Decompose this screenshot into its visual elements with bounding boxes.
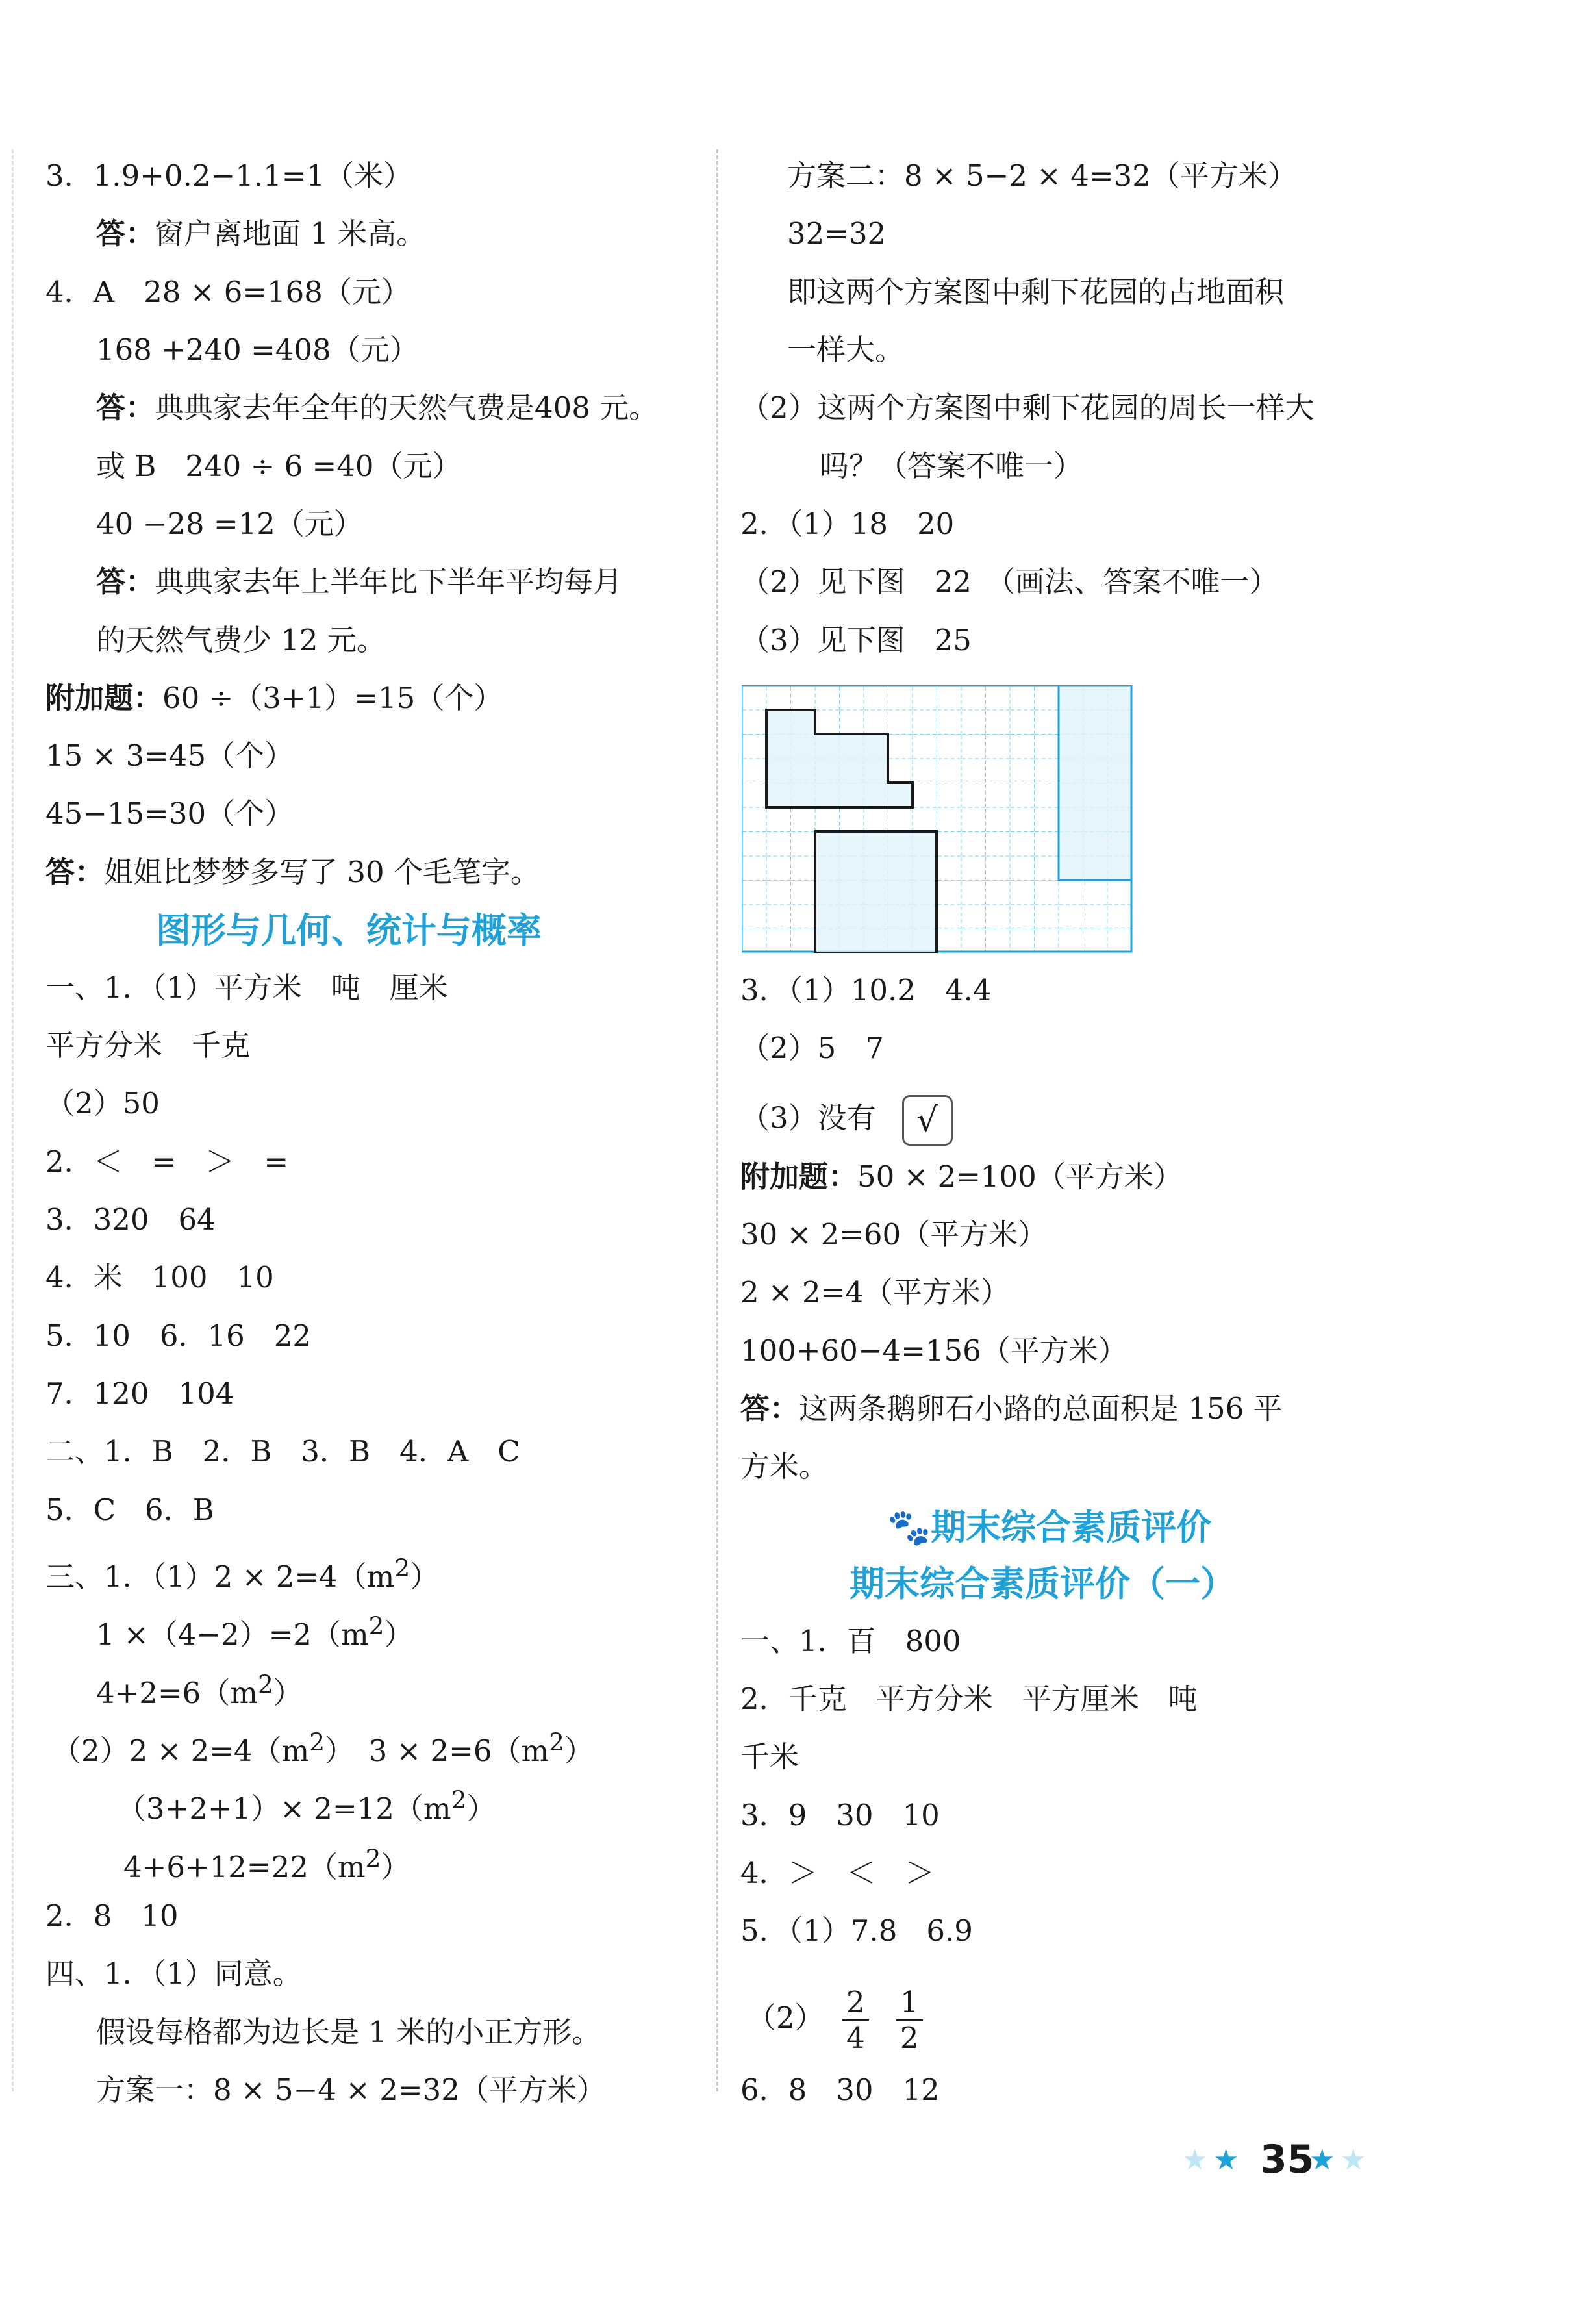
answer-line: 30 × 2=60（平方米） [740, 1217, 1048, 1252]
answer-line: 5．C 6．B [45, 1493, 214, 1527]
answer-line: 40 −28 =12（元） [96, 507, 363, 541]
answer-line: 假设每格都为边长是 1 米的小正方形。 [96, 2015, 601, 2049]
answer-line: $4+2=6(m^2)$ [96, 1670, 303, 1710]
answer-line: 答：窗户离地面 1 米高。 [96, 216, 426, 251]
answer-line: 四、1．（1）同意。 [45, 1956, 302, 1991]
answer-line: 三、1．$(1)2 \times 2=4(m^2)$ [45, 1554, 440, 1594]
answer-line: 45−15=30（个） [45, 796, 294, 831]
grid-figure [742, 685, 1133, 953]
answer-line: 方案二：8 × 5−2 × 4=32（平方米） [787, 158, 1297, 193]
answer-line: （2）这两个方案图中剩下花园的周长一样大 [740, 390, 1315, 425]
answer-line: 或 B 240 ÷ 6 =40（元） [96, 449, 462, 483]
answer-line: 一、1．（1）平方米 吨 厘米 [45, 970, 448, 1005]
answer-line: 5．（1）7.8 6.9 [740, 1914, 973, 1948]
star-icon: ★ [1341, 2143, 1366, 2177]
answer-line: 千米 [740, 1739, 799, 1774]
answer-line: 3．1.9+0.2−1.1=1（米） [45, 158, 413, 193]
answer-line: 即这两个方案图中剩下花园的占地面积 [787, 275, 1285, 309]
answer-line: 100+60−4=156（平方米） [740, 1333, 1127, 1368]
check-box: √ [902, 1095, 953, 1146]
answer-line: 3．9 30 10 [740, 1798, 940, 1832]
square-shape [815, 831, 937, 953]
answer-line: 2．千克 平方分米 平方厘米 吨 [740, 1682, 1198, 1716]
answer-line: 的天然气费少 12 元。 [96, 623, 386, 657]
answer-line: 吗？（答案不唯一） [820, 449, 1083, 483]
star-icon: ★ [1309, 2143, 1335, 2177]
answer-line: $(2)2 \times 2=4(m^2)$ $3 \times 2=6(m^2)$ [52, 1728, 594, 1768]
answer-line: （2）50 [45, 1086, 160, 1120]
answer-line: 5．10 6．16 22 [45, 1319, 312, 1353]
answer-line: 3．320 64 [45, 1202, 216, 1237]
answer-line: 2．8 10 [45, 1899, 179, 1933]
answer-line: 3．（1）10.2 4.4 [740, 973, 992, 1007]
answer-line: 答：典典家去年上半年比下半年平均每月 [96, 564, 623, 599]
answer-line: 2．＜ = ＞ = [45, 1144, 289, 1179]
fraction: $\frac{1}{2}$ [896, 1986, 923, 2055]
answer-line: 32=32 [787, 216, 887, 251]
answer-line: 4．米 100 10 [45, 1260, 274, 1295]
section-heading: 图形与几何、统计与概率 [156, 910, 542, 951]
answer-line: （2） $\frac{2}{4}$ $\frac{1}{2}$ [747, 1986, 932, 2055]
answer-line: （3）见下图 25 [740, 623, 972, 657]
answer-line: （2）5 7 [740, 1031, 884, 1065]
answer-line: 2 × 2=4（平方米） [740, 1275, 1010, 1309]
star-icon: ★ [1182, 2143, 1208, 2177]
column-divider [716, 149, 718, 2091]
answer-line: 平方分米 千克 [45, 1028, 251, 1063]
answer-line: 答：这两条鹅卵石小路的总面积是 156 平 [740, 1391, 1283, 1426]
answer-line: $(3+2+1)\times 2=12(m^2)$ [117, 1786, 496, 1826]
star-icon: ★ [1213, 2143, 1239, 2177]
left-margin-line [12, 149, 14, 2091]
answer-line: 15 × 3=45（个） [45, 739, 294, 773]
answer-line: 答：典典家去年全年的天然气费是408 元。 [96, 390, 659, 425]
answer-line: 7．120 104 [45, 1376, 234, 1411]
answer-line: $4+6+12=22(m^2)$ [123, 1844, 410, 1884]
answer-line: 168 +240 =408（元） [96, 333, 419, 367]
answer-line: 4．＞ ＜ ＞ [740, 1856, 935, 1890]
answer-line: 一、1．百 800 [740, 1624, 961, 1658]
answer-line: 二、1．B 2．B 3．B 4．A C [45, 1434, 520, 1469]
answer-line: 附加题：60 ÷（3+1）=15（个） [45, 681, 503, 715]
section-subheading: 期末综合素质评价（一） [850, 1563, 1235, 1604]
answer-line: 一样大。 [787, 333, 905, 367]
answer-line: 方米。 [740, 1449, 829, 1484]
answer-line: 2．（1）18 20 [740, 507, 955, 541]
answer-line: 4．A 28 × 6=168（元） [45, 275, 410, 309]
answer-line: $1 \times(4-2)=2(m^2)$ [96, 1611, 414, 1652]
paw-icon: 🐾 [887, 1507, 931, 1548]
answer-line: 答：姐姐比梦梦多写了 30 个毛笔字。 [45, 855, 540, 889]
answer-line: （2）见下图 22 （画法、答案不唯一） [740, 564, 1279, 599]
answer-line: 6．8 30 12 [740, 2073, 940, 2107]
shaded-rectangle-right [1059, 685, 1131, 880]
answer-line: 方案一：8 × 5−4 × 2=32（平方米） [96, 2073, 606, 2107]
answer-line: （3）没有 √ [740, 1095, 953, 1146]
section-heading: 🐾期末综合素质评价 [887, 1507, 1212, 1548]
fraction: $\frac{2}{4}$ [842, 1986, 869, 2055]
page-number: 35 [1260, 2137, 1315, 2182]
answer-line: 附加题：50 × 2=100（平方米） [740, 1159, 1183, 1194]
